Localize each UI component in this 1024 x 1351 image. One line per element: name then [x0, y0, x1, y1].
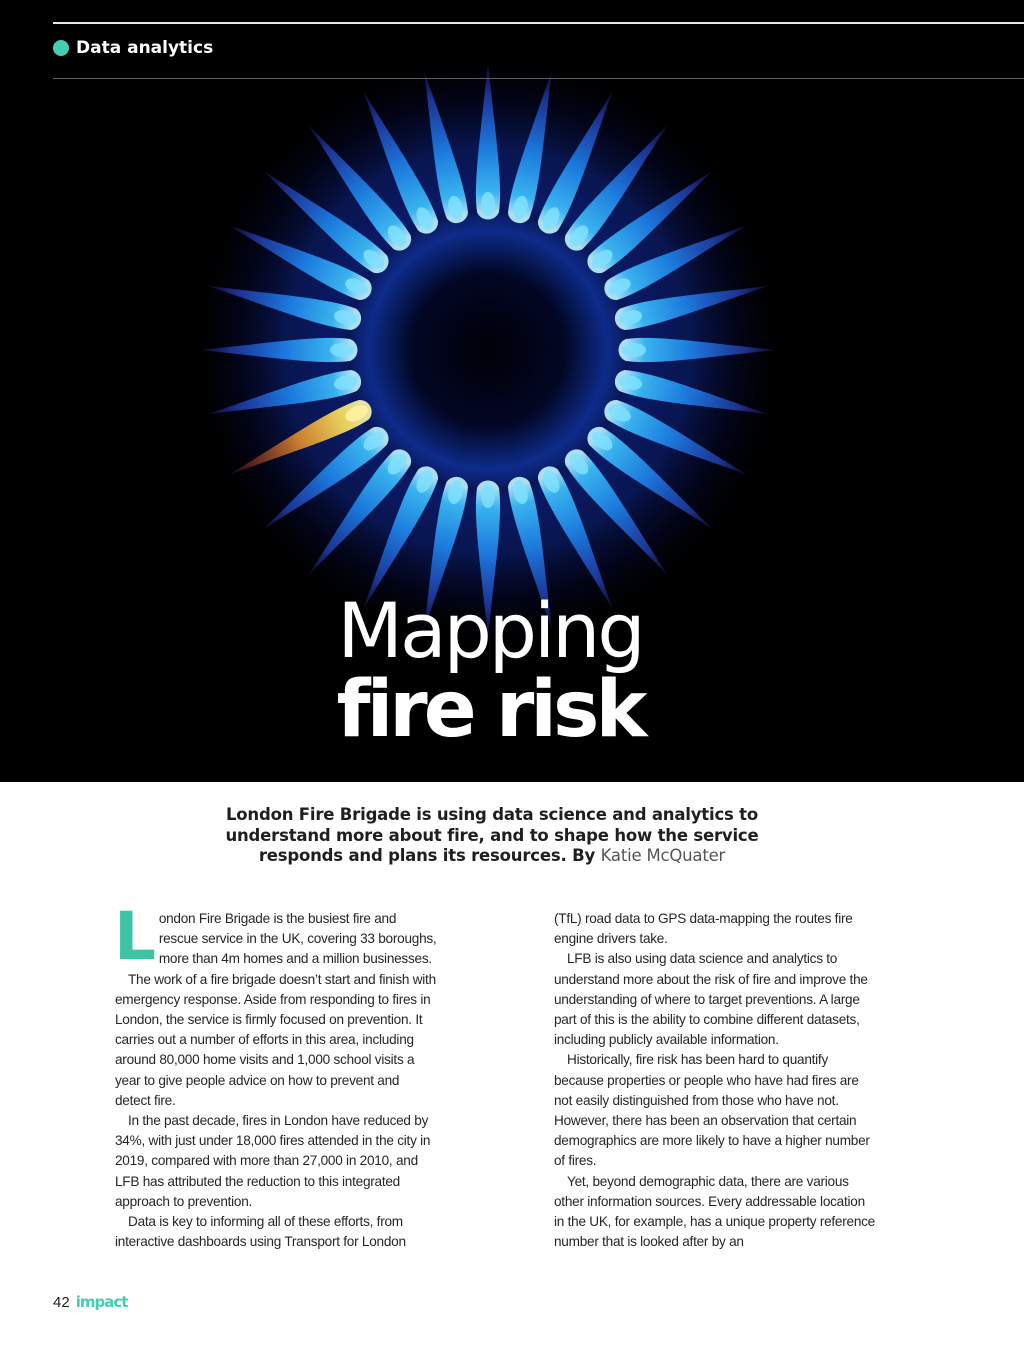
- headline-line-2: fire risk: [336, 665, 644, 755]
- standfirst-lead: London Fire Brigade is using data science and analytics to understand more about fire, and to shape how the service responds and plans its resources. By: [225, 805, 759, 865]
- article-paragraph: LFB is also using data science and analytics to understand more about the risk of fire and improve the understanding of where to target preventions. A large part of this is the ability to combine different datasets, including publicly available information.: [554, 951, 868, 1048]
- page-footer: [53, 1293, 127, 1311]
- section-rule: [53, 78, 1024, 79]
- drop-cap: L: [114, 898, 156, 975]
- paragraph-text: ondon Fire Brigade is the busiest fire and rescue service in the UK, covering 33 boroughs, more than 4m homes and a million businesses.: [158, 911, 437, 967]
- article-paragraph: In the past decade, fires in London have reduced by 34%, with just under 18,000 fires attended in the city in 2019, compared with more than 27,000 in 2010, and LFB has attributed the reduction to this integrated approach to prevention.: [115, 1113, 431, 1209]
- flame-core: [622, 343, 646, 357]
- article-column-right: [554, 909, 876, 1252]
- magazine-logo: impact: [75, 1293, 128, 1311]
- flame-core: [481, 192, 495, 216]
- author-byline: Katie McQuater: [600, 846, 726, 865]
- article-paragraph: Yet, beyond demographic data, there are various other information sources. Every addressable location in the UK, for example, has a unique property reference number that is looked after by an: [554, 1173, 875, 1250]
- page-number: 42: [53, 1294, 70, 1311]
- section-dot-icon: [53, 40, 69, 56]
- section-tag: [53, 38, 213, 58]
- article-paragraph: The work of a fire brigade doesn’t start and finish with emergency response. Aside from responding to fires in London, the service is firmly focused on prevention. It carries out a number of efforts in this area, including around 80,000 home visits and 1,000 school visits a year to give people advice on how to prevent and detect fire.: [115, 971, 436, 1108]
- flame-core: [481, 484, 495, 508]
- standfirst: [222, 805, 762, 867]
- article-paragraph: Historically, fire risk has been hard to quantify because properties or people who have had fires are not easily distinguished from those who have not. However, there has been an observation that certain demographics are more likely to have a higher number of fires.: [554, 1052, 870, 1169]
- article-paragraph: [114, 898, 437, 975]
- article-column-left: [114, 898, 437, 1252]
- flame-core: [330, 343, 354, 357]
- headline-line-1: Mapping: [337, 586, 643, 675]
- article-paragraph: (TfL) road data to GPS data-mapping the routes fire engine drivers take.: [554, 911, 853, 947]
- top-rule: [53, 22, 1024, 24]
- article-paragraph: Data is key to informing all of these efforts, from interactive dashboards using Transport for London: [115, 1214, 406, 1250]
- section-label: Data analytics: [76, 38, 214, 58]
